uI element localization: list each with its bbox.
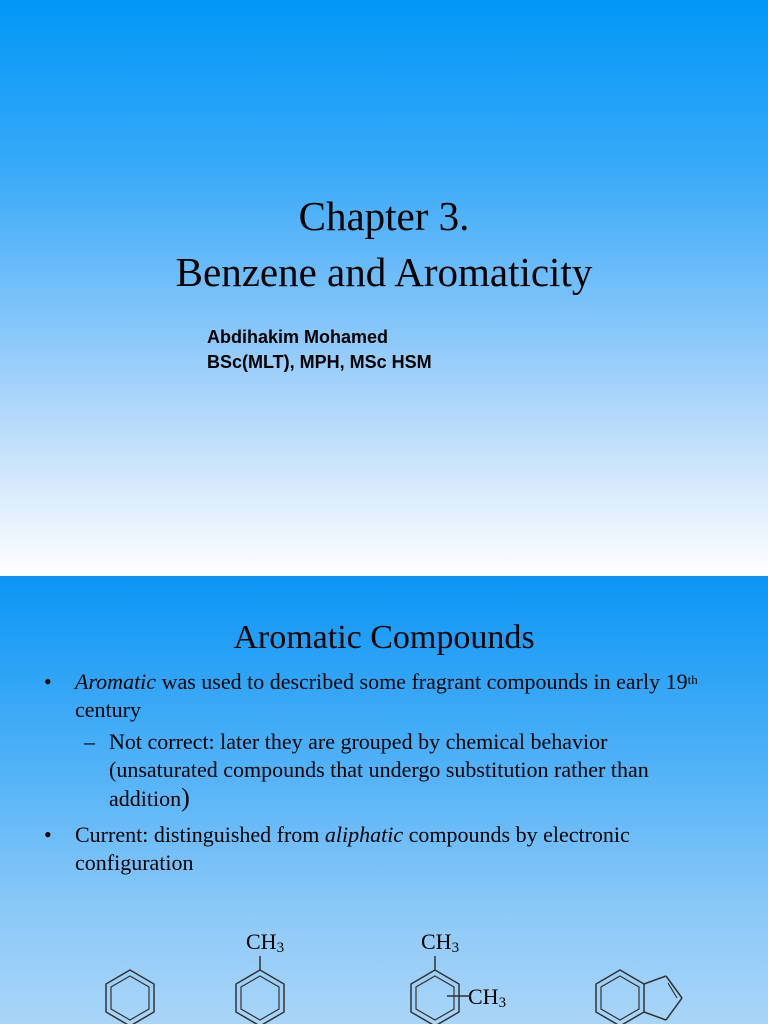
bullet-icon: • xyxy=(44,669,52,694)
benzene-structure xyxy=(100,966,160,1024)
xylene-ch3-top-label: $CH_3$ xyxy=(421,929,460,956)
bullet-icon: • xyxy=(44,822,52,847)
slide-title: Aromatic Compounds xyxy=(233,619,535,656)
author-name: Abdihakim Mohamed xyxy=(207,327,389,347)
bullet-item xyxy=(0,668,768,724)
bullet-item xyxy=(0,821,768,877)
xylene-structure xyxy=(405,956,471,1024)
xylene-ch3-side-label: $CH_3$ xyxy=(468,984,507,1011)
superscript: th xyxy=(687,672,698,687)
author-credentials: BSc(MLT), MPH, MSc HSM xyxy=(207,352,432,372)
slide-body xyxy=(0,668,768,877)
italic-term: Aromatic xyxy=(75,669,157,694)
slide-title xyxy=(0,188,768,300)
title-line-2: Benzene and Aromaticity xyxy=(175,249,593,295)
dash-icon: – xyxy=(84,729,95,754)
italic-term: aliphatic xyxy=(324,822,404,847)
close-paren: ) xyxy=(181,783,190,812)
indene-structure xyxy=(590,966,690,1024)
bullet-text: Current: distinguished from xyxy=(75,822,325,847)
toluene-structure xyxy=(230,956,290,1024)
bullet-text: was used to described some fragrant compounds in early 19 xyxy=(156,669,688,694)
author-block xyxy=(207,325,432,375)
bullet-text-end: century xyxy=(75,697,141,722)
content-slide xyxy=(0,576,768,1024)
sub-bullet-item xyxy=(0,728,768,813)
toluene-ch3-label: $CH_3$ xyxy=(246,929,285,956)
bullet-text-end: compounds by electronic configuration xyxy=(75,822,630,875)
sub-bullet-text: Not correct: later they are grouped by chemical behavior (unsaturated compounds that undergo substitution rather than addition xyxy=(109,729,649,811)
title-line-1: Chapter 3. xyxy=(298,193,470,239)
